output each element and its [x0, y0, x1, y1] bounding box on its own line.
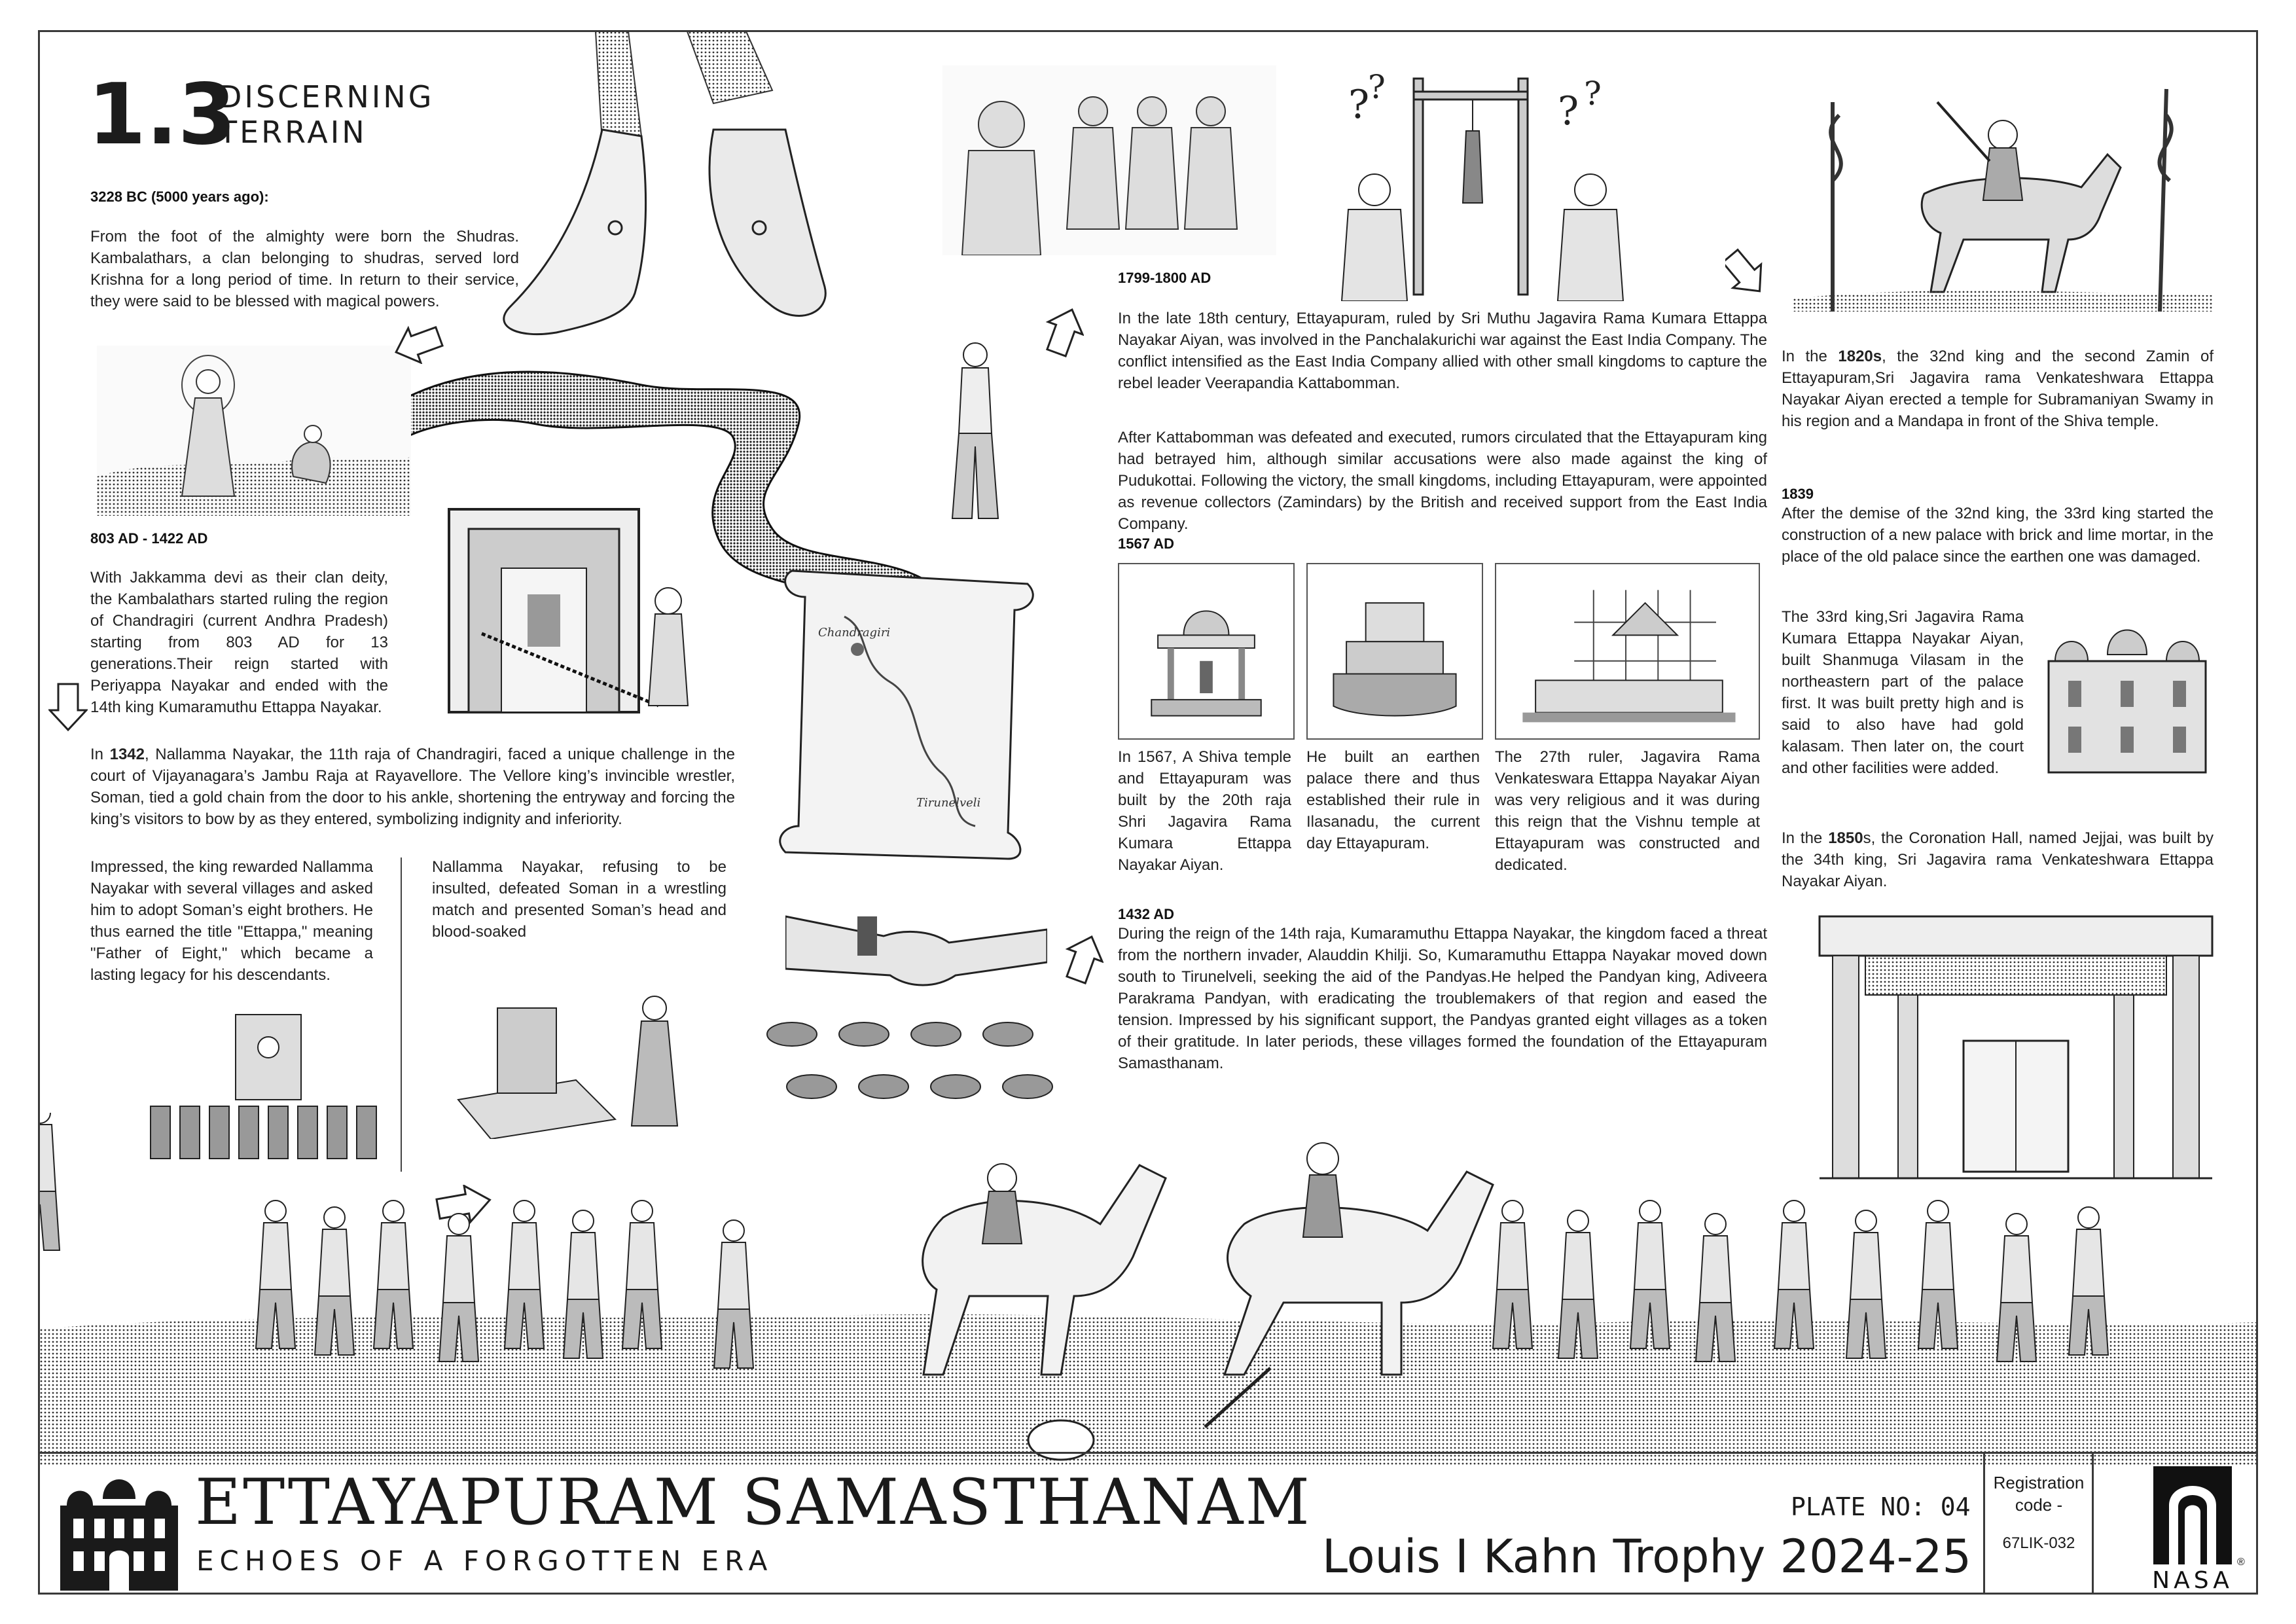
text-3228bc: From the foot of the almighty were born the Shudras. Kambalathars, a clan belonging to shudras, served lord Krishna for a long period of time. In return to their service, they were said to be blessed with magical powers. [90, 228, 519, 310]
text-1820s-lead: In the [1782, 348, 1839, 365]
section-number: 1.3 [88, 66, 236, 164]
battle-scene-illustration [40, 1113, 2256, 1466]
text-1567-col3: The 27th ruler, Jagavira Rama Venkateswara Ettappa Nayakar Aiyan was very religious and it was during this reign that the Vishnu temple at Ettayapuram was constructed and dedicated. [1495, 748, 1760, 874]
heading-1839: 1839 [1782, 486, 1814, 502]
text-1799-a: In the late 18th century, Ettayapuram, ruled by Sri Muthu Jagavira Rama Kumara Ettappa Nayakar Aiyan, was involved in the Panchalakurichi war against the East India Company. The conflict intensified as the East India Company allied with other small kingdoms to capture the rebel leader Veerapandia Kattabomman. [1118, 310, 1767, 392]
year-1850s: 1850 [1828, 829, 1863, 847]
walking-warrior-figure [942, 335, 1008, 525]
text-1799-b: After Kattabomman was defeated and executed, rumors circulated that the Ettayapuram king had betrayed him, although similar accusations were also made against the king of Pudukottai. Following the victory, the small kingdoms, including Ettayapuram, were appointed as revenue collectors (Zamindars) by the British and received support from the East India Company. [1118, 429, 1767, 533]
text-1850s-body: s, the Coronation Hall, named Jejjai, was built by the 34th king, Sri Jagavira rama Venkateshwara Ettappa Nayakar Aiyan. [1782, 829, 2214, 890]
footer-title: ETTAYAPURAM SAMASTHANAM [195, 1466, 1312, 1539]
arrow-icon [1045, 305, 1084, 357]
arrow-icon [391, 325, 444, 364]
registration-code: 67LIK-032 [2002, 1534, 2075, 1552]
arrow-icon [1725, 247, 1778, 300]
heading-3228bc: 3228 BC (5000 years ago): [90, 189, 269, 205]
text-1342 [90, 744, 735, 830]
chain-doorway-illustration [442, 503, 717, 719]
svg-text:?: ? [1558, 88, 1579, 134]
text-1567-col1: In 1567, A Shiva temple and Ettayapuram was built by the 20th raja Shri Jagavira Rama Kumara Ettappa Nayakar Aiyan. [1118, 748, 1291, 874]
registration-box-right [2092, 1452, 2094, 1595]
gallows-scene-illustration [1322, 59, 1662, 301]
shiva-temple-sketch-box [1118, 563, 1295, 740]
text-refusing: Nallamma Nayakar, refusing to be insulted, defeated Soman in a wrestling match and presented Soman’s head and blood-soaked [432, 858, 726, 941]
text-1342-lead: In [90, 746, 110, 763]
nasa-logo-icon [2153, 1466, 2232, 1564]
scroll-map-illustration [766, 558, 1054, 865]
plate-number: PLATE NO: 04 [1791, 1492, 1971, 1521]
text-1432: During the reign of the 14th raja, Kumaramuthu Ettappa Nayakar, the kingdom faced a threat from the northern invader, Alauddin Khilji. So, Kumaramuthu Ettappa Nayakar moved down south to Tirunelveli, seeking the aid of the Pandyas.He helped the Pandyan king, Adiveera Parakrama Pandyan, with eradicating the troublemakers of that region and eased the tension. Impressed by his significant support, the Pandyas granted eight villages as a token of their gratitude. In later periods, these villages formed the foundation of the Ettayapuram Samasthanam. [1118, 925, 1767, 1072]
horse-rider-illustration [1793, 63, 2212, 312]
map-label-chandragiri: Chandragiri [818, 626, 891, 640]
section-title-line1: DISCERNING [219, 79, 435, 115]
registration-box [1983, 1452, 1985, 1595]
registration-label-2: code - [2015, 1495, 2063, 1515]
heading-1432: 1432 AD [1118, 906, 1175, 922]
footer-subtitle: ECHOES OF A FORGOTTEN ERA [196, 1545, 774, 1577]
heading-803ad: 803 AD - 1422 AD [90, 530, 208, 547]
eight-villages-illustration [753, 1008, 1067, 1119]
text-1850s-lead: In the [1782, 829, 1829, 847]
svg-text:?: ? [1348, 82, 1370, 128]
palace-emblem-icon [54, 1466, 185, 1591]
text-1820s-body: , the 32nd king and the second Zamin of Ettayapuram,Sri Jagavira rama Venkateshwara Ettappa Nayakar Aiyan erected a temple for Subramaniyan Swamy in his region and a Mandapa in front of the Shiva temple. [1782, 348, 2214, 430]
nasa-logo-text: NASA [2152, 1567, 2233, 1594]
year-1342: 1342 [109, 746, 145, 763]
text-1839: After the demise of the 32nd king, the 33rd king started the construction of a new palace with brick and lime mortar, in the place of the old palace since the earthen one was damaged. [1782, 505, 2214, 566]
text-1567-col2: He built an earthen palace there and thus established their rule in Ilasanadu, the current day Ettayapuram. [1306, 748, 1480, 852]
trophy-title: Louis I Kahn Trophy 2024-25 [1322, 1530, 1972, 1583]
heading-1567: 1567 AD [1118, 535, 1175, 552]
earthen-palace-sketch-box [1306, 563, 1483, 740]
text-803ad: With Jakkamma devi as their clan deity, the Kambalathars started ruling the region of Chandragiri (current Andhra Pradesh) starting from 803 AD for 13 generations.Their reign started with Periyappa Nayakar and ended with the 14th king Kumaramuthu Ettappa Nayakar. [90, 569, 388, 716]
section-title-line2: TERRAIN [219, 115, 367, 150]
royal-court-illustration [942, 65, 1276, 255]
map-label-tirunelveli: Tirunelveli [916, 796, 981, 810]
svg-text:?: ? [1368, 68, 1386, 106]
year-1820s: 1820s [1838, 348, 1882, 365]
handshake-illustration [785, 890, 1047, 1001]
footer-divider [38, 1452, 2258, 1454]
text-1850s [1782, 827, 2214, 892]
arrow-icon [48, 681, 88, 733]
registration-label-1: Registration [1993, 1473, 2085, 1492]
text-impressed: Impressed, the king rewarded Nallamma Nayakar with several villages and asked him to adopt Soman’s eight brothers. He thus earned the title "Ettappa," meaning "Father of Eight," which became a lasting legacy for his descendants. [90, 858, 373, 984]
krishna-devotee-illustration [97, 346, 411, 516]
text-1820s [1782, 346, 2214, 432]
text-33rd-king: The 33rd king,Sri Jagavira Rama Kumara Ettappa Nayakar Aiyan, built Shanmuga Vilasam in the northeastern part of the palace first. It was built pretty high and is said to also have had gold kalasam. Then later on, the court and other facilities were added. [1782, 608, 2024, 777]
svg-text:?: ? [1584, 75, 1602, 113]
arrow-icon [1064, 932, 1103, 984]
shanmuga-vilasam-illustration [2036, 609, 2219, 779]
text-1342-body: , Nallamma Nayakar, the 11th raja of Chandragiri, faced a unique challenge in the court of Vijayanagara’s Jambu Raja at Rayavellore. The Vellore king’s invincible wrestler, Soman, tied a gold chain from the door to his ankle, shortening the entryway and forcing the king’s visitors to bow by as they entered, symbolizing indignity and inferiority. [90, 746, 735, 828]
nasa-logo-reg: ® [2237, 1557, 2245, 1568]
heading-1799: 1799-1800 AD [1118, 270, 1211, 286]
vishnu-temple-sketch-box [1495, 563, 1760, 740]
